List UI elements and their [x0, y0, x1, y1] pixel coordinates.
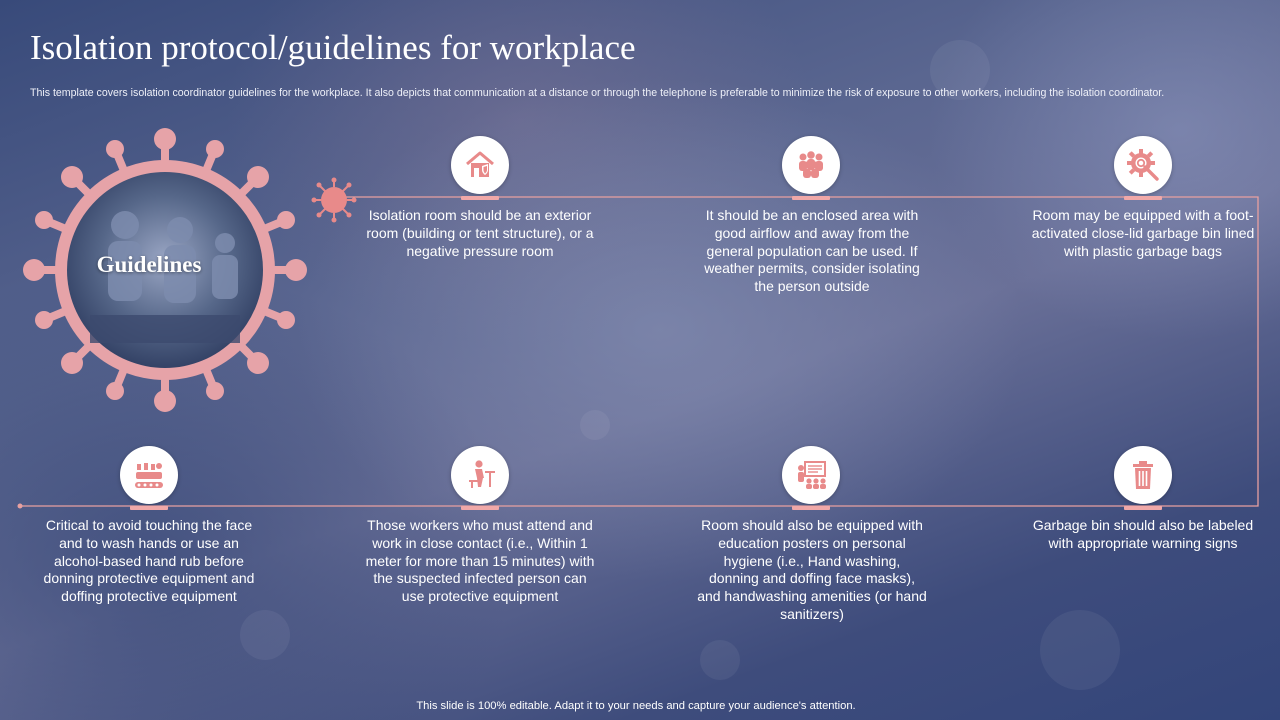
guideline-icon-6 — [782, 446, 840, 504]
footer-note: This slide is 100% editable. Adapt it to your needs and capture your audience's attention. — [416, 700, 856, 712]
guideline-icon-3 — [1114, 136, 1172, 194]
guideline-text-7: Garbage bin should also be labeled with appropriate warning signs — [1032, 517, 1254, 551]
handwash-conveyor-icon — [132, 458, 166, 492]
gear-search-icon — [1126, 148, 1160, 182]
small-virus-icon — [312, 178, 357, 223]
desk-worker-icon — [463, 458, 497, 492]
bokeh-decoration — [700, 640, 740, 680]
bokeh-decoration — [1040, 610, 1120, 690]
guideline-text-6: Room should also be equipped with education posters on personal hygiene (i.e., Hand washing, donning and doffing face masks), and handwashing amenities (or hand sanitizers) — [697, 517, 927, 622]
guideline-icon-7 — [1114, 446, 1172, 504]
presentation-icon — [794, 458, 828, 492]
guideline-icon-4 — [120, 446, 178, 504]
guideline-text-4: Critical to avoid touching the face and to wash hands or use an alcohol-based hand rub before donning protective equipment and doffing protective equipment — [43, 517, 255, 605]
bokeh-decoration — [580, 410, 610, 440]
guideline-text-5: Those workers who must attend and work in close contact (i.e., Within 1 meter for more than 15 minutes) with the suspected infected person can use protective equipment — [365, 517, 595, 605]
guideline-icon-2 — [782, 136, 840, 194]
page-subtitle: This template covers isolation coordinator guidelines for the workplace. It also depicts that communication at a distance or through the telephone is preferable to minimize the risk of exposure to other workers, including the isolation coordinator. — [30, 87, 1165, 99]
guideline-icon-5 — [451, 446, 509, 504]
guideline-icon-1 — [451, 136, 509, 194]
trash-bin-icon — [1126, 458, 1160, 492]
guideline-text-1: Isolation room should be an exterior room (building or tent structure), or a negative pressure room — [366, 207, 594, 259]
guidelines-label: Guidelines — [96, 252, 202, 277]
crowd-icon — [794, 148, 828, 182]
bokeh-decoration — [240, 610, 290, 660]
page-title: Isolation protocol/guidelines for workplace — [30, 28, 636, 67]
guideline-text-2: It should be an enclosed area with good airflow and away from the general population can be used. If weather permits, consider isolating the person outside — [704, 207, 920, 295]
house-shield-icon — [463, 148, 497, 182]
guideline-text-3: Room may be equipped with a foot-activated close-lid garbage bin lined with plastic garbage bags — [1031, 207, 1255, 259]
